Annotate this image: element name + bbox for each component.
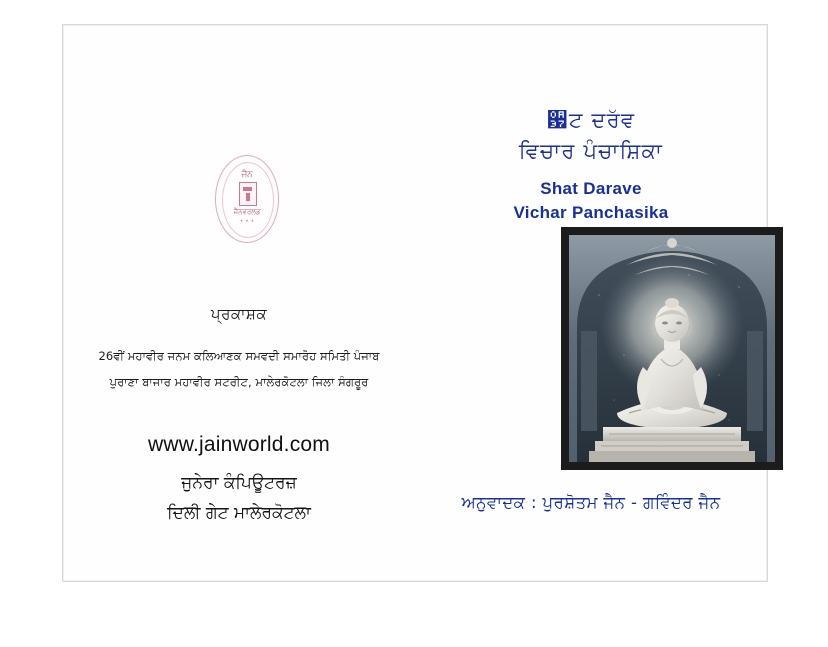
book-cover-spread [62, 24, 768, 582]
book-title-punjabi-line2: ਵਿਚਾਰ ਪੰਚਾਸ਼ਿਕਾ [518, 139, 664, 163]
translator-credit: ਅਨੁਵਾਦਕ : ਪੁਰਸ਼ੋਤਮ ਜੈਨ - ਗਵਿੰਦਰ ਜੈਨ [461, 493, 721, 512]
book-title-english-line2: Vichar Panchasika [513, 203, 669, 222]
publisher-line-2: ਪੁਰਾਣਾ ਬਾਜਾਰ ਮਹਾਵੀਰ ਸਟਰੀਟ, ਮਾਲੇਰਕੋਟਲਾ ਜਿਲਾ ਸੰਗਰੂਰ [109, 375, 369, 389]
idol-head [655, 304, 689, 342]
book-title-punjabi [415, 105, 767, 167]
publisher-logo [215, 155, 283, 247]
printer-line-2: ਦਿਲੀ ਗੇਟ ਮਾਲੇਰਕੋਟਲਾ [167, 503, 311, 523]
logo-glyph-text: ਜੈਨ [241, 170, 253, 180]
printer-line-1: ਜੁਨੇਰਾ ਕੰਪਿਊਟਰਜ਼ [181, 473, 297, 493]
book-title-punjabi-line1: ਷ਟ ਦਰੱਵ [546, 108, 636, 132]
printer-block [63, 468, 415, 528]
seated-jain-tirthankara-idol-photo [569, 235, 775, 462]
logo-caption: ਜੈਨਵਰਲਡ [233, 208, 261, 216]
book-title-english [415, 177, 767, 225]
logo-outer-oval [215, 155, 279, 243]
publisher-block [63, 305, 415, 395]
publisher-line-1: 26ਵੀਂ ਮਹਾਵੀਰ ਜਨਮ ਕਲਿਆਣਕ ਸਮਵਦੀ ਸਮਾਰੋਹ ਸਮਿਤੀ ਪੰਜਾਬ [98, 349, 380, 363]
website-url[interactable]: www.jainworld.com [148, 433, 330, 456]
cover-photo-frame [561, 227, 783, 470]
book-title-english-line1: Shat Darave [540, 179, 642, 198]
publisher-label: ਪ੍ਰਕਾਸ਼ਕ [210, 305, 268, 323]
jain-emblem-icon [239, 182, 257, 206]
idol-illustration [569, 235, 775, 462]
back-cover-panel [63, 25, 415, 581]
front-cover-panel [415, 25, 767, 581]
logo-subcaption: • • • [239, 218, 255, 225]
